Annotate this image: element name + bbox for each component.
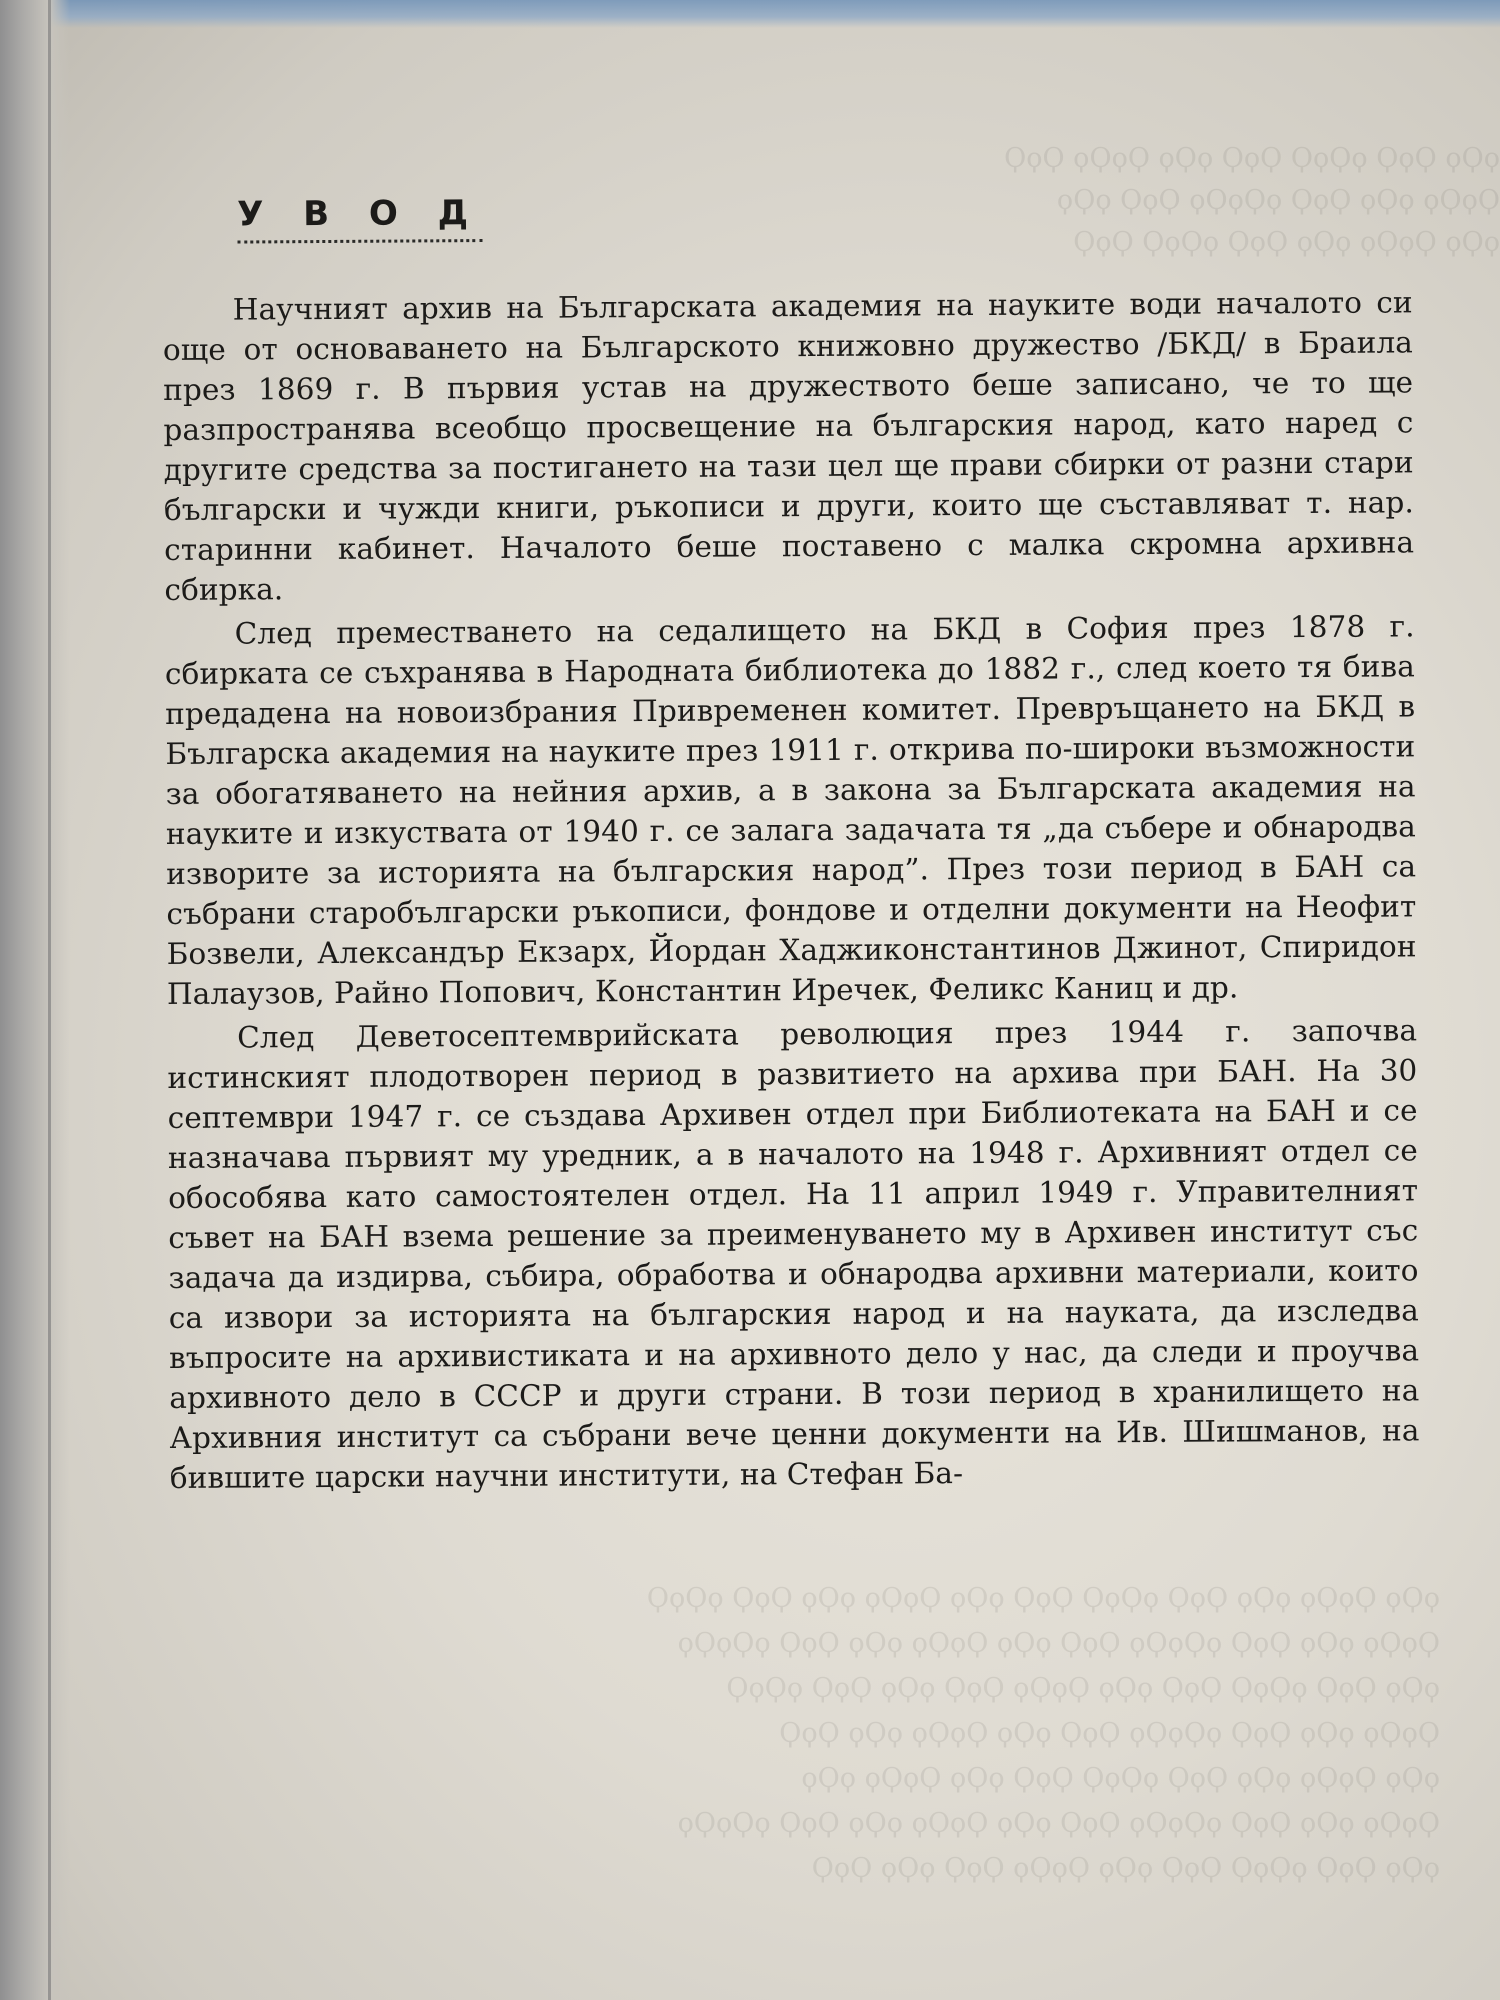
bleed-through-texture: ϙϘϙ ϘϙϘϙ ϙϘϙ ϘϙϘ ϙϘϙϘ ϘϙϘ ϙϘϙ ϘϙϘϙ ϙϘϙ [801,1763,1440,1794]
bleed-through-texture: ϙϘϙ ϘϙϘϙ ϙϘϙ ϘϙϘ ϙϘϙϘ ϘϙϘ ϙϘϙ ϘϙϘϙ ϙϘϙ ϘϙϘ ϙϘϙϘ [646,1583,1440,1614]
document-page [162,187,1420,1498]
bleed-through-texture: ϘϙϘϙ ϙϘϙ ϘϙϘ ϙϘϙϘϙ ϘϙϘ ϙϘϙ [1056,185,1500,216]
bleed-through-texture: ϙϘϙ ϘϙϘ ϙϘϙϘ ϘϙϘ ϙϘϙ ϘϙϘϙ ϘϙϘ [1004,143,1500,174]
paragraph: Научният архив на Българската академия на науките води началото си още от основаването на Българското книжовно дружество /БКД/ в Браила през 1869 г. В първия устав на дружеството беше записано, че то ще разпространява всеобщо просвещение на българския народ, като наред с другите средства за постигането на тази цел ще прави сбирки от разни стари български и чужди книги, ръкописи и други, които ще съставляват т. нар. старинни кабинет. Началото беше поставено с малка скромна архивна сбирка. [162,285,1415,607]
paragraph: След Деветосептемврийската революция през 1944 г. започва истинският плодотворен период в развитието на архива при БАН. На 30 септември 1947 г. се създава Архивен отдел при Библиотеката на БАН и се назначава първият му уредник, а в началото на 1948 г. Архивният отдел се обособява като самостоятелен отдел. На 11 април 1949 г. Управителният съвет на БАН взема решение за преименуването му в Архивен институт със задача да издирва, събира, обработва и обнародва архивни материали, които са извори за историята на българския народ и на науката, да изследва въпросите на архивистиката и на архивното дело у нас, да следи и проучва архивното дело в СССР и други страни. В този период в хранилището на Архивния институт са събрани вече ценни документи на Ив. Шишманов, на бившите царски научни институти, на Стефан Ба- [167,1013,1420,1495]
bleed-through-texture: ϘϙϘϙ ϙϘϙ ϘϙϘ ϙϘϙϘϙ ϘϙϘ ϙϘϙ ϘϙϘϙ ϙϘϙ ϘϙϘ ϙϘϙϘϙ [677,1628,1440,1659]
bleed-through-texture: ϘϙϘϙ ϙϘϙ ϘϙϘ ϙϘϙϘϙ ϘϙϘ ϙϘϙ ϘϙϘϙ ϙϘϙ ϘϙϘ ϙϘϙϘϙ [677,1808,1440,1839]
body-text [163,282,1420,1498]
bleed-through-texture: ϘϙϘϙ ϙϘϙ ϘϙϘ ϙϘϙϘϙ ϘϙϘ ϙϘϙ ϘϙϘϙ ϙϘϙ ϘϙϘ [779,1718,1440,1749]
book-cover-edge [0,0,1500,28]
bleed-through-texture: ϙϘϙ ϘϙϘϙ ϙϘϙ ϘϙϘ ϙϘϙϘ ϘϙϘ [1073,227,1500,258]
bleed-through-texture: ϙϘϙ ϘϙϘ ϙϘϙϘ ϘϙϘ ϙϘϙ ϘϙϘϙ ϘϙϘ ϙϘϙ ϘϙϘ ϙϘϙϘ [726,1673,1440,1704]
paragraph: След преместването на седалището на БКД в София през 1878 г. сбирката се съхранява в Народната библиотека до 1882 г., след което тя бива предадена на новоизбрания Привременен комитет. Превръщането на БКД в Българска академия на науките през 1911 г. открива по-широки възможности за обогатяването на нейния архив, а в закона за Българската академия на науките и изкуствата от 1940 г. се залага задачата тя „да събере и обнародва изворите за историята на българския народ”. През този период в БАН са събрани старобългарски ръкописи, фондове и отделни документи на Неофит Бозвели, Александър Екзарх, Йордан Хаджиконстантинов Джинот, Спиридон Палаузов, Райно Попович, Константин Иречек, Феликс Каниц и др. [164,609,1417,1011]
section-heading: У В О Д [237,193,482,243]
book-binding-edge [0,0,70,2000]
bleed-through-texture: ϙϘϙ ϘϙϘ ϙϘϙϘ ϘϙϘ ϙϘϙ ϘϙϘϙ ϘϙϘ ϙϘϙ ϘϙϘ [811,1853,1440,1884]
binding-fold-line [48,0,51,2000]
